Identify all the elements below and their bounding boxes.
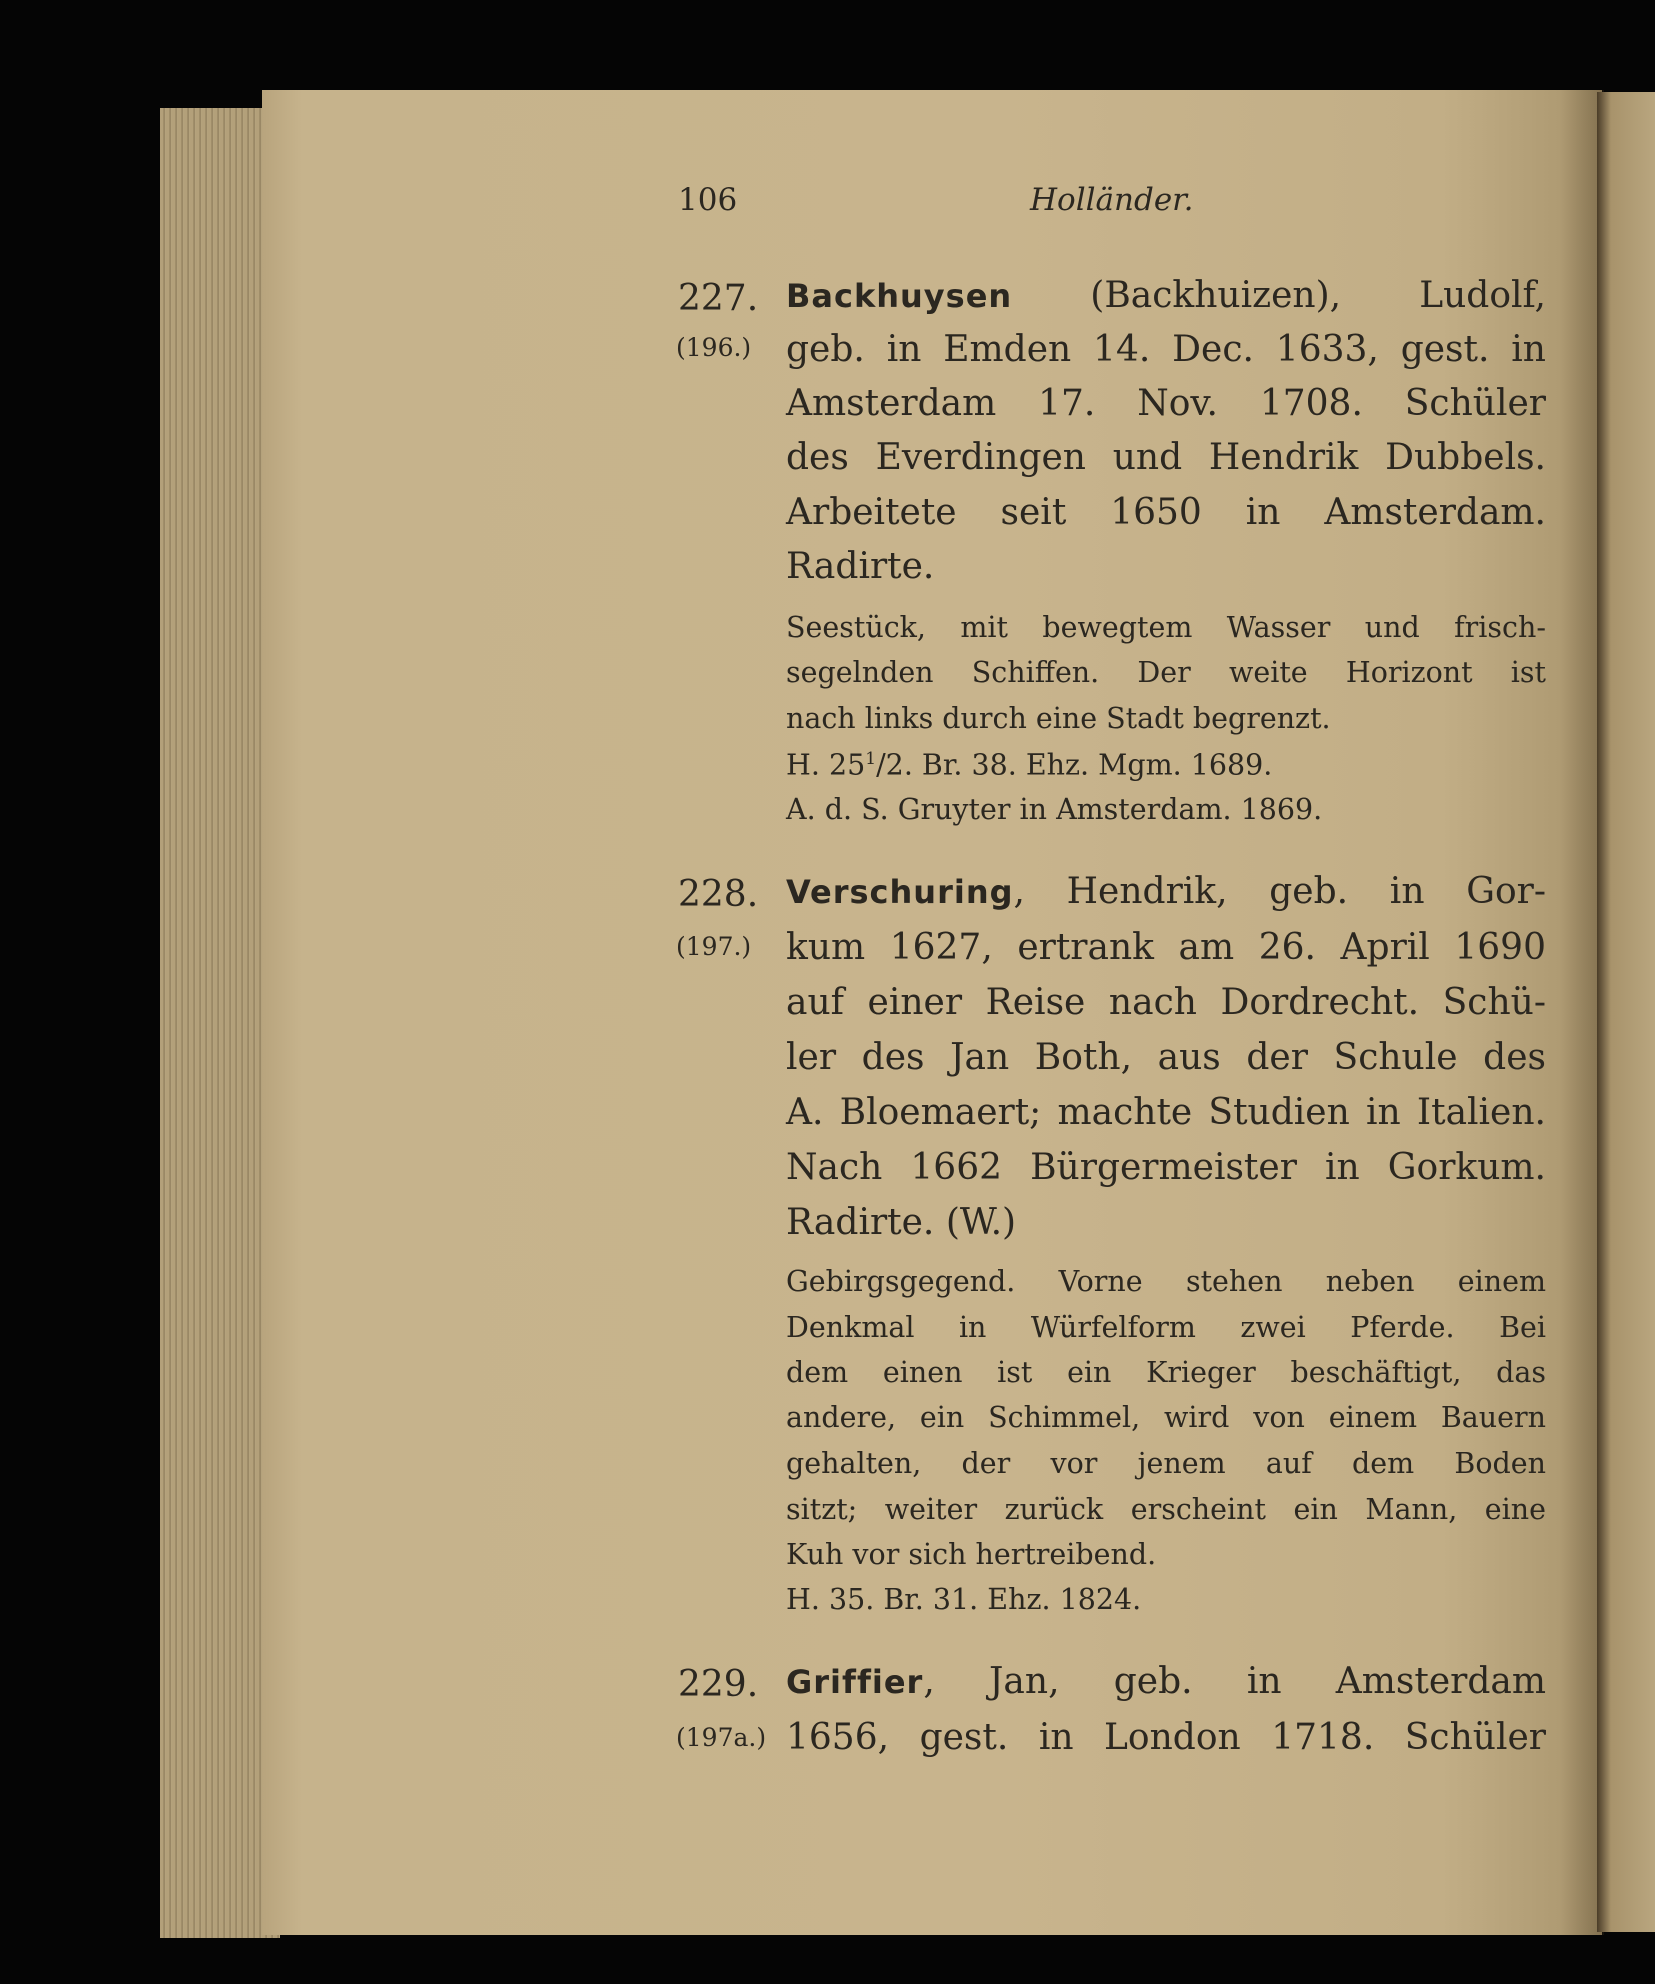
description-line: dem einen ist ein Krieger beschäftigt, das [786, 1356, 1546, 1389]
entry-line: geb. in Emden 14. Dec. 1633, gest. in [786, 329, 1546, 370]
entry-number: 229. [678, 1664, 759, 1705]
description-line: Gebirgsgegend. Vorne stehen neben einem [786, 1265, 1546, 1298]
page-number: 106 [678, 182, 738, 218]
description-line: H. 35. Br. 31. Ehz. 1824. [786, 1583, 1142, 1616]
entry-line: 1656, gest. in London 1718. Schüler [786, 1717, 1546, 1758]
entry-line: ler des Jan Both, aus der Schule des [786, 1037, 1546, 1078]
entry-line: Backhuysen (Backhuizen), Ludolf, [786, 275, 1546, 316]
entry-reference: (196.) [676, 333, 752, 362]
description-line: H. $25^1/2$. Br. 38. Ehz. Mgm. 1689. [786, 748, 1273, 782]
description-line: nach links durch eine Stadt begrenzt. [786, 702, 1331, 735]
description-line: segelnden Schiffen. Der weite Horizont ist [786, 656, 1546, 689]
running-title: Holländer. [1030, 182, 1194, 218]
entry-line: Nach 1662 Bürgermeister in Gorkum. [786, 1147, 1546, 1188]
description-line: gehalten, der vor jenem auf dem Boden [786, 1447, 1546, 1480]
entry-number: 228. [678, 874, 759, 915]
entry-line: kum 1627, ertrank am 26. April 1690 [786, 927, 1546, 968]
description-line: Seestück, mit bewegtem Wasser und frisch- [786, 611, 1546, 644]
description-line: A. d. S. Gruyter in Amsterdam. 1869. [786, 793, 1323, 826]
artist-name: Verschuring [786, 873, 1014, 911]
entry-line: Amsterdam 17. Nov. 1708. Schüler [786, 383, 1546, 424]
description-line: andere, ein Schimmel, wird von einem Bauern [786, 1401, 1546, 1434]
entry-line: Radirte. (W.) [786, 1202, 1017, 1243]
description-line: sitzt; weiter zurück erscheint ein Mann, eine [786, 1493, 1546, 1526]
entry-reference: (197.) [676, 932, 752, 961]
entry-line: auf einer Reise nach Dordrecht. Schü- [786, 982, 1546, 1023]
entry-line: des Everdingen und Hendrik Dubbels. [786, 437, 1546, 478]
entry-line: A. Bloemaert; machte Studien in Italien. [786, 1092, 1546, 1133]
artist-name: Griffier [786, 1663, 924, 1701]
entry-line: Radirte. [786, 546, 935, 587]
description-line: Denkmal in Würfelform zwei Pferde. Bei [786, 1311, 1546, 1344]
entry-reference: (197a.) [676, 1723, 767, 1752]
entry-line: Arbeitete seit 1650 in Amsterdam. [786, 492, 1546, 533]
artist-name: Backhuysen [786, 277, 1013, 315]
entry-line: Griffier, Jan, geb. in Amsterdam [786, 1661, 1546, 1702]
entry-number: 227. [678, 278, 759, 319]
entry-line: Verschuring, Hendrik, geb. in Gor- [786, 871, 1546, 912]
description-line: Kuh vor sich hertreibend. [786, 1538, 1157, 1571]
